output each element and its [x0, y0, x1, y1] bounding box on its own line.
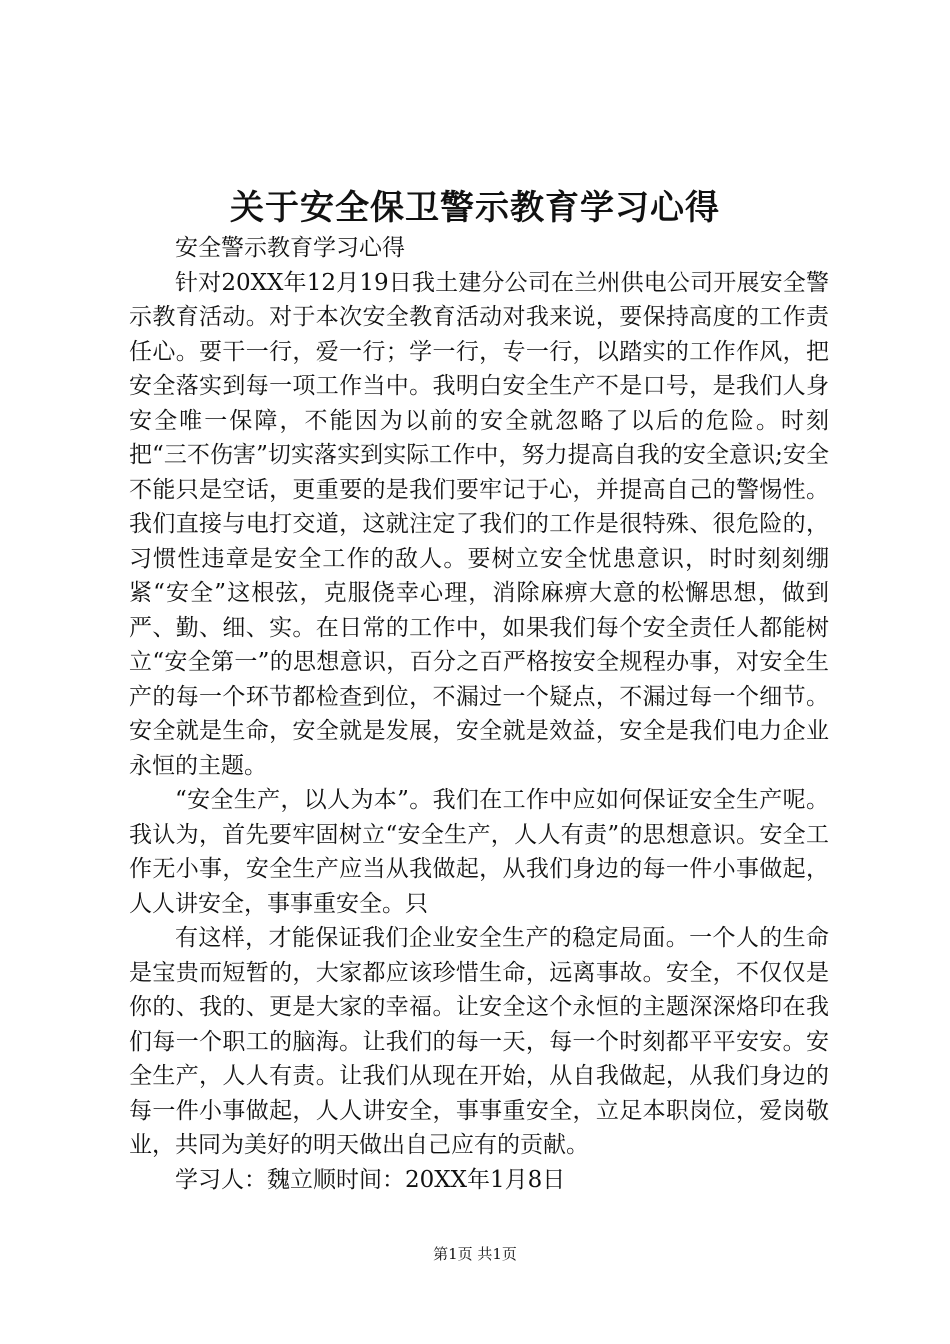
document-title: 关于安全保卫警示教育学习心得	[230, 188, 720, 228]
paragraph-3: 有这样，才能保证我们企业安全生产的稳定局面。一个人的生命是宝贵而短暂的，大家都应该珍惜生命，远离事故。安全，不仅仅是你的、我的、更是大家的幸福。让安全这个永恒的主题深深烙印在我们每一个职工的脑海。让我们的每一天，每一个时刻都平平安安。安全生产，人人有责。让我们从现在开始，从自我做起，从我们身边的每一件小事做起，人人讲安全，事事重安全，立足本职岗位，爱岗敬业，共同为美好的明天做出自己应有的贡献。	[129, 925, 829, 1158]
document-body	[129, 231, 829, 1197]
paragraph-subtitle: 安全警示教育学习心得	[175, 235, 405, 261]
paragraph-signature: 学习人：魏立顺时间：20XX年1月8日	[175, 1166, 566, 1193]
paragraph-1: 针对20XX年12月19日我土建分公司在兰州供电公司开展安全警示教育活动。对于本次安全教育活动对我来说，要保持高度的工作责任心。要干一行，爱一行；学一行，专一行，以踏实的工作作风，把安全落实到每一项工作当中。我明白安全生产不是口号，是我们人身安全唯一保障，不能因为以前的安全就忽略了以后的危险。时刻把“三不伤害”切实落实到实际工作中，努力提高自我的安全意识;安全不能只是空话，更重要的是我们要牢记于心，并提高自己的警惕性。我们直接与电打交道，这就注定了我们的工作是很特殊、很危险的，习惯性违章是安全工作的敌人。要树立安全忧患意识，时时刻刻绷紧“安全”这根弦，克服侥幸心理，消除麻痹大意的松懈思想，做到严、勤、细、实。在日常的工作中，如果我们每个安全责任人都能树立“安全第一”的思想意识，百分之百严格按安全规程办事，对安全生产的每一个环节都检查到位，不漏过一个疑点，不漏过每一个细节。安全就是生命，安全就是发展，安全就是效益，安全是我们电力企业永恒的主题。	[129, 269, 829, 779]
page-footer: 第1页 共1页	[433, 1245, 517, 1263]
paragraph-2: “安全生产，以人为本”。我们在工作中应如何保证安全生产呢。我认为，首先要牢固树立“安全生产，人人有责”的思想意识。安全工作无小事，安全生产应当从我做起，从我们身边的每一件小事做起，人人讲安全，事事重安全。只	[129, 787, 829, 917]
